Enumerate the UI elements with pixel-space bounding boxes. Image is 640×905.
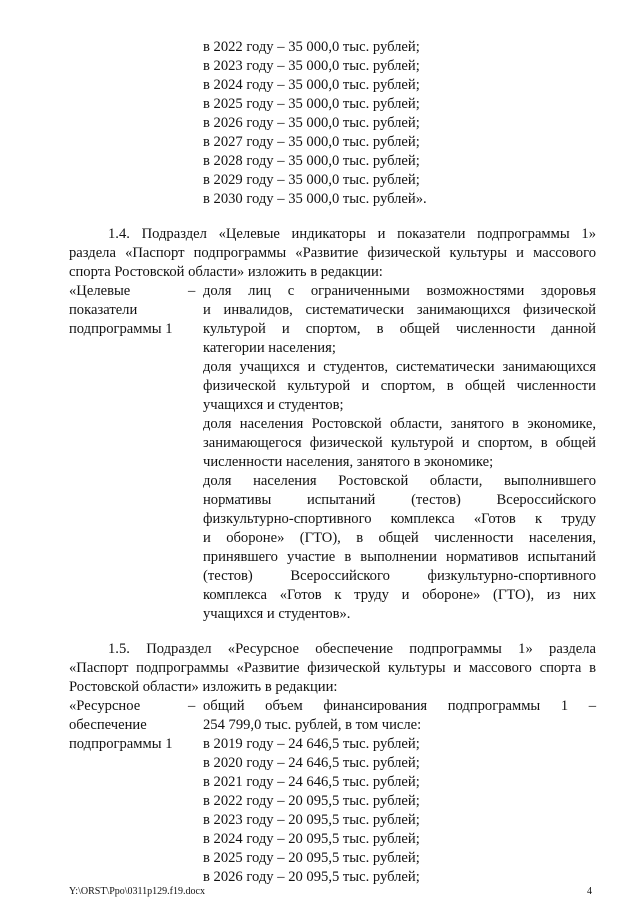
table-cell: культурой и спортом, в общей численности данной (203, 321, 596, 337)
table-cell: доля лиц с ограниченными возможностями здоровья (203, 283, 596, 299)
table-cell: в 2021 году – 24 646,5 тыс. рублей; (203, 774, 420, 790)
list-item: в 2027 году – 35 000,0 тыс. рублей; (203, 134, 420, 150)
table-cell: и инвалидов, систематически занимающихся физической (203, 302, 596, 318)
paragraph-line: «Паспорт подпрограммы «Развитие физической культуры и массового спорта в (69, 660, 596, 676)
paragraph-line: Ростовской области» изложить в редакции: (69, 679, 338, 695)
table-dash: – (188, 283, 196, 299)
table-label: «Целевые (69, 283, 131, 299)
table-label: показатели (69, 302, 138, 318)
table-cell: общий объем финансирования подпрограммы 1 – (203, 698, 596, 714)
list-item: в 2022 году – 35 000,0 тыс. рублей; (203, 39, 420, 55)
table-cell: в 2025 году – 20 095,5 тыс. рублей; (203, 850, 420, 866)
table-cell: учащихся и студентов; (203, 397, 344, 413)
table-cell: категории населения; (203, 340, 336, 356)
list-item: в 2028 году – 35 000,0 тыс. рублей; (203, 153, 420, 169)
table-cell: доля населения Ростовской области, выполнившего (203, 473, 596, 489)
table-cell: (тестов) Всероссийского физкультурно-спортивного (203, 568, 596, 584)
table-label: обеспечение (69, 717, 147, 733)
table-cell: в 2019 году – 24 646,5 тыс. рублей; (203, 736, 420, 752)
list-item: в 2023 году – 35 000,0 тыс. рублей; (203, 58, 420, 74)
table-label: «Ресурсное (69, 698, 141, 714)
table-cell: 254 799,0 тыс. рублей, в том числе: (203, 717, 422, 733)
paragraph-line: 1.5. Подраздел «Ресурсное обеспечение подпрограммы 1» раздела (108, 641, 596, 657)
table-cell: доля населения Ростовской области, занятого в экономике, (203, 416, 596, 432)
table-cell: и обороне» (ГТО), в общей численности населения, (203, 530, 596, 546)
footer-file-path: Y:\ORST\Ppo\0311p129.f19.docx (69, 886, 205, 897)
page-number: 4 (587, 886, 592, 897)
table-cell: в 2026 году – 20 095,5 тыс. рублей; (203, 869, 420, 885)
paragraph-line: 1.4. Подраздел «Целевые индикаторы и показатели подпрограммы 1» (108, 226, 596, 242)
table-cell: принявшего участие в выполнении нормативов испытаний (203, 549, 596, 565)
paragraph-line: раздела «Паспорт подпрограммы «Развитие физической культуры и массового (69, 245, 596, 261)
paragraph-line: спорта Ростовской области» изложить в редакции: (69, 264, 383, 280)
table-cell: доля учащихся и студентов, систематически занимающихся (203, 359, 596, 375)
table-cell: в 2024 году – 20 095,5 тыс. рублей; (203, 831, 420, 847)
list-item: в 2024 году – 35 000,0 тыс. рублей; (203, 77, 420, 93)
table-cell: в 2022 году – 20 095,5 тыс. рублей; (203, 793, 420, 809)
table-cell: комплекса «Готов к труду и обороне» (ГТО), из них (203, 587, 596, 603)
table-cell: учащихся и студентов». (203, 606, 351, 622)
table-cell: физкультурно-спортивного комплекса «Готов к труду (203, 511, 596, 527)
table-cell: занимающегося физической культурой и спортом, в общей (203, 435, 596, 451)
list-item: в 2025 году – 35 000,0 тыс. рублей; (203, 96, 420, 112)
table-cell: в 2020 году – 24 646,5 тыс. рублей; (203, 755, 420, 771)
table-label: подпрограммы 1 (69, 736, 173, 752)
table-cell: физической культурой и спортом, в общей численности (203, 378, 596, 394)
table-cell: в 2023 году – 20 095,5 тыс. рублей; (203, 812, 420, 828)
table-label: подпрограммы 1 (69, 321, 173, 337)
table-cell: численности населения, занятого в экономике; (203, 454, 494, 470)
table-dash: – (188, 698, 196, 714)
list-item: в 2026 году – 35 000,0 тыс. рублей; (203, 115, 420, 131)
list-item: в 2030 году – 35 000,0 тыс. рублей». (203, 191, 427, 207)
list-item: в 2029 году – 35 000,0 тыс. рублей; (203, 172, 420, 188)
table-cell: нормативы испытаний (тестов) Всероссийского (203, 492, 596, 508)
